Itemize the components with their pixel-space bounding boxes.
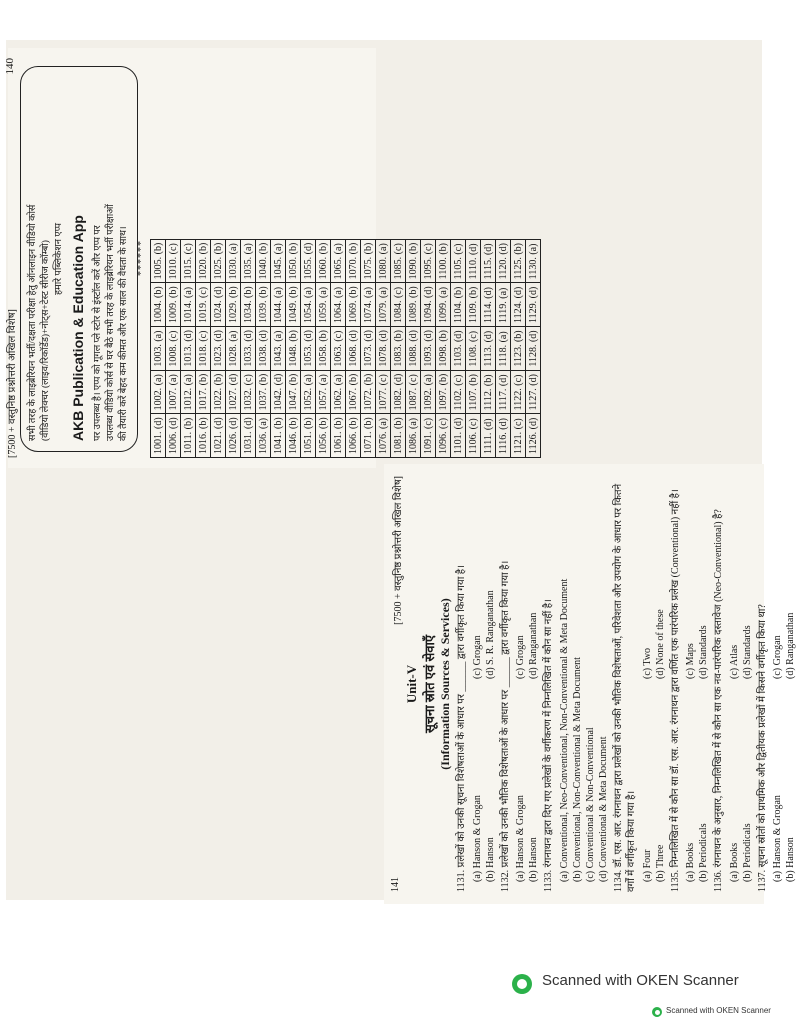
- answer-cell: 1085. (c): [391, 239, 406, 283]
- answer-cell: 1007. (a): [166, 370, 181, 414]
- question-option: (d) None of these: [654, 609, 666, 679]
- answer-cell: 1050. (b): [286, 239, 301, 283]
- question-option: (b) Hanson: [528, 837, 539, 882]
- question-item: [669, 476, 711, 892]
- answer-row: [286, 239, 301, 457]
- answer-cell: 1011. (b): [181, 414, 196, 458]
- right-page-number: 141: [390, 877, 401, 892]
- answer-cell: 1098. (b): [436, 326, 451, 370]
- answer-cell: 1034. (b): [241, 283, 256, 327]
- answer-cell: 1062. (a): [331, 370, 346, 414]
- answer-cell: 1083. (b): [391, 326, 406, 370]
- answer-row: [421, 239, 436, 457]
- ad-box-wrap: [20, 66, 138, 452]
- answer-cell: 1087. (c): [406, 370, 421, 414]
- answer-cell: 1086. (a): [406, 414, 421, 458]
- answer-cell: 1114. (d): [481, 283, 496, 327]
- answer-cell: 1074. (a): [361, 283, 376, 327]
- question-options: [641, 476, 667, 892]
- answer-cell: 1025. (b): [211, 239, 226, 283]
- answer-cell: 1073. (d): [361, 326, 376, 370]
- answer-cell: 1123. (b): [511, 326, 526, 370]
- answer-cell: 1105. (c): [451, 239, 466, 283]
- answer-cell: 1106. (c): [466, 414, 481, 458]
- answer-cell: 1046. (b): [286, 414, 301, 458]
- question-list: [455, 476, 797, 892]
- answer-cell: 1117. (d): [496, 370, 511, 414]
- answer-cell: 1102. (c): [451, 370, 466, 414]
- answer-cell: 1101. (d): [451, 414, 466, 458]
- question-option: (a) Four: [641, 849, 653, 882]
- question-option: (b) Conventional, Non-Conventional & Meta Document: [571, 657, 583, 882]
- answer-cell: 1076. (a): [376, 414, 391, 458]
- question-item: [455, 476, 497, 892]
- answer-cell: 1033. (d): [241, 326, 256, 370]
- answer-row: [241, 239, 256, 457]
- answer-cell: 1021. (d): [211, 414, 226, 458]
- answer-cell: 1125. (b): [511, 239, 526, 283]
- question-item: [712, 476, 754, 892]
- answer-cell: 1071. (b): [361, 414, 376, 458]
- answer-row: [406, 239, 421, 457]
- question-option: (d) Conventional & Meta Document: [597, 736, 609, 882]
- answer-cell: 1015. (c): [181, 239, 196, 283]
- answer-cell: 1129. (d): [526, 283, 541, 327]
- answer-cell: 1108. (c): [466, 326, 481, 370]
- answer-cell: 1122. (c): [511, 370, 526, 414]
- question-options: [558, 476, 610, 892]
- answer-cell: 1093. (d): [421, 326, 436, 370]
- answer-row: [496, 239, 511, 457]
- answer-row: [151, 239, 166, 457]
- ad-line-1: सभी तरह के लाइब्रेरियन भर्ती/दक्षता परीक्षा हेतु ऑनलाइन वीडियो कोर्स: [28, 204, 38, 441]
- answer-cell: 1072. (b): [361, 370, 376, 414]
- ad-line-4: पर उपलब्ध है। एप्प को गूगल प्ले स्टोर से इंस्टॉल करें और एप्प पर: [93, 225, 104, 441]
- answer-cell: 1128. (d): [526, 326, 541, 370]
- question-option: (b) Hanson: [484, 837, 496, 882]
- question-item: [612, 476, 667, 892]
- unit-heading: Unit-V: [404, 664, 419, 704]
- answer-cell: 1016. (b): [196, 414, 211, 458]
- scanner-logo-icon: [512, 974, 532, 994]
- question-option: (c) Grogan: [471, 635, 483, 679]
- unit-title: सूचना स्रोत एवं सेवाएँ: [422, 634, 437, 734]
- answer-row: [331, 239, 346, 457]
- answer-key: [150, 239, 541, 458]
- answer-cell: 1045. (a): [271, 239, 286, 283]
- answer-cell: 1006. (d): [166, 414, 181, 458]
- answer-cell: 1020. (b): [196, 239, 211, 283]
- answer-cell: 1070. (b): [346, 239, 361, 283]
- answer-cell: 1048. (b): [286, 326, 301, 370]
- answer-cell: 1082. (d): [391, 370, 406, 414]
- answer-cell: 1112. (b): [481, 370, 496, 414]
- answer-cell: 1018. (c): [196, 326, 211, 370]
- answer-cell: 1107. (b): [466, 370, 481, 414]
- answer-cell: 1037. (b): [256, 370, 271, 414]
- left-page-footer: [7500 + वस्तुनिष्ठ प्रश्नोत्तरी अखिल विशेष]: [7, 309, 18, 458]
- answer-cell: 1027. (d): [226, 370, 241, 414]
- answer-cell: 1001. (d): [151, 414, 166, 458]
- left-page-content: [0, 48, 539, 468]
- answer-cell: 1026. (d): [226, 414, 241, 458]
- answer-cell: 1120. (d): [496, 239, 511, 283]
- answer-cell: 1089. (b): [406, 283, 421, 327]
- answer-cell: 1044. (a): [271, 283, 286, 327]
- answer-cell: 1077. (c): [376, 370, 391, 414]
- question-option: (c) Maps: [685, 643, 696, 679]
- answer-cell: 1092. (a): [421, 370, 436, 414]
- question-text: 1133. रंगनाथन द्वारा दिए गए प्रलेखों के वर्गीकरण में निम्नलिखित में कौन सा नहीं है।: [543, 599, 554, 892]
- answer-row: [271, 239, 286, 457]
- answer-cell: 1104. (b): [451, 283, 466, 327]
- answer-cell: 1042. (d): [271, 370, 286, 414]
- question-option: (d) Standards: [741, 625, 753, 679]
- answer-cell: 1031. (d): [241, 414, 256, 458]
- answer-cell: 1066. (b): [346, 414, 361, 458]
- question-option: (b) Three: [654, 844, 666, 882]
- answer-cell: 1028. (a): [226, 326, 241, 370]
- answer-row: [376, 239, 391, 457]
- answer-cell: 1040. (b): [256, 239, 271, 283]
- question-options: [728, 476, 754, 892]
- question-text: 1134. डॉ. एस. आर. रंगनाथन द्वारा प्रलेखों को उनकी भौतिक विशेषताओं, परिवेशता और उपयोग के आधार पर कितने वर्गों में वर्गीकृत किया गया है।: [612, 483, 637, 892]
- question-text: 1136. रंगनाथन के अनुसार, निम्नलिखित में से कौन सा एक नव-पारंपरिक दस्तावेज (Neo-Conventional) है?: [713, 509, 724, 892]
- answer-cell: 1024. (d): [211, 283, 226, 327]
- answer-cell: 1115. (d): [481, 239, 496, 283]
- answer-cell: 1118. (a): [496, 326, 511, 370]
- answer-cell: 1121. (c): [511, 414, 526, 458]
- scanner-small-label: Scanned with OKEN Scanner: [666, 1006, 771, 1015]
- ad-brand: AKB Publication & Education App: [70, 215, 87, 441]
- question-option: (a) Books: [728, 842, 740, 882]
- ad-line-2: (वीडियो लेक्चर (लाइव/रिकॉर्डेड)+नोट्स+टेस्ट सीरीज कॉम्बो): [40, 240, 51, 441]
- answer-cell: 1099. (a): [436, 283, 451, 327]
- answer-cell: 1043. (a): [271, 326, 286, 370]
- question-option: (a) Hanson & Grogan: [515, 795, 526, 882]
- answer-row: [256, 239, 271, 457]
- answer-cell: 1051. (b): [301, 414, 316, 458]
- answer-row: [361, 239, 376, 457]
- answer-cell: 1088. (d): [406, 326, 421, 370]
- scanner-label: Scanned with OKEN Scanner: [542, 972, 739, 989]
- answer-row: [166, 239, 181, 457]
- question-option: (c) Grogan: [772, 635, 783, 679]
- question-options: [471, 476, 497, 892]
- question-option: (b) Periodicals: [741, 823, 753, 882]
- answer-cell: 1065. (a): [331, 239, 346, 283]
- answer-cell: 1119. (a): [496, 283, 511, 327]
- answer-cell: 1081. (b): [391, 414, 406, 458]
- answer-cell: 1056. (b): [316, 414, 331, 458]
- question-item: [499, 476, 541, 892]
- answer-cell: 1091. (c): [421, 414, 436, 458]
- answer-cell: 1113. (d): [481, 326, 496, 370]
- answer-cell: 1012. (a): [181, 370, 196, 414]
- answer-cell: 1084. (c): [391, 283, 406, 327]
- answer-row: [181, 239, 196, 457]
- answer-row: [316, 239, 331, 457]
- answer-cell: 1060. (b): [316, 239, 331, 283]
- answer-cell: 1058. (b): [316, 326, 331, 370]
- question-text: 1131. प्रलेखों को उनकी सूचना विशेषताओं के आधार पर ______ द्वारा वर्गीकृत किया गया है।: [456, 565, 467, 892]
- answer-cell: 1054. (a): [301, 283, 316, 327]
- question-option: (d) Ranganathan: [528, 612, 539, 679]
- answer-cell: 1035. (a): [241, 239, 256, 283]
- question-option: (d) Standards: [698, 625, 709, 679]
- question-options: [771, 476, 797, 892]
- answer-cell: 1029. (b): [226, 283, 241, 327]
- answer-cell: 1013. (d): [181, 326, 196, 370]
- right-page-content: [384, 464, 796, 904]
- question-option: (a) Conventional, Neo-Conventional, Non-Conventional & Meta Document: [558, 578, 570, 882]
- answer-cell: 1090. (b): [406, 239, 421, 283]
- answer-cell: 1039. (b): [256, 283, 271, 327]
- answer-cell: 1110. (d): [466, 239, 481, 283]
- ad-line-3: हमारे पब्लिकेशन एप्प: [53, 222, 64, 296]
- answer-cell: 1059. (a): [316, 283, 331, 327]
- answer-cell: 1096. (c): [436, 414, 451, 458]
- section-end-stars: ******: [136, 240, 147, 276]
- answer-cell: 1038. (d): [256, 326, 271, 370]
- answer-cell: 1008. (c): [166, 326, 181, 370]
- answer-cell: 1036. (a): [256, 414, 271, 458]
- answer-cell: 1127. (d): [526, 370, 541, 414]
- answer-row: [226, 239, 241, 457]
- answer-cell: 1069. (b): [346, 283, 361, 327]
- answer-cell: 1068. (d): [346, 326, 361, 370]
- question-text: 1135. निम्नलिखित में से कौन सा डॉ. एस. आर. रंगनाथन द्वारा वर्णित एक पारंपरिक प्रलेख (Conventional) नहीं है।: [669, 489, 681, 892]
- answer-cell: 1030. (a): [226, 239, 241, 283]
- answer-cell: 1100. (b): [436, 239, 451, 283]
- answer-cell: 1094. (d): [421, 283, 436, 327]
- answer-cell: 1014. (a): [181, 283, 196, 327]
- question-option: (d) Ranganathan: [785, 612, 796, 679]
- question-options: [514, 476, 540, 892]
- answer-cell: 1003. (a): [151, 326, 166, 370]
- left-page-header: [4, 58, 18, 458]
- question-option: (c) Two: [641, 647, 653, 679]
- ad-line-5: उपलब्ध वीडियो कोर्स से घर बैठे सभी तरह के लाइब्रेरियन भर्ती परीक्षाओं: [106, 204, 117, 441]
- answer-cell: 1004. (b): [151, 283, 166, 327]
- answer-cell: 1103. (d): [451, 326, 466, 370]
- question-option: (b) Hanson: [785, 837, 796, 882]
- answer-cell: 1080. (a): [376, 239, 391, 283]
- answer-cell: 1041. (b): [271, 414, 286, 458]
- answer-row: [346, 239, 361, 457]
- question-option: (c) Atlas: [728, 644, 740, 679]
- question-item: [542, 476, 610, 892]
- question-text: 1132. प्रलेखों को उनकी भौतिक विशेषताओं के आधार पर ______ द्वारा वर्गीकृत किया गया है।: [499, 560, 511, 892]
- ad-box: [20, 66, 138, 452]
- answer-cell: 1017. (b): [196, 370, 211, 414]
- left-page-number: 140: [4, 58, 16, 75]
- question-option: (b) Periodicals: [698, 823, 709, 882]
- answer-cell: 1130. (a): [526, 239, 541, 283]
- answer-row: [511, 239, 526, 457]
- answer-table: [150, 239, 541, 458]
- answer-cell: 1032. (c): [241, 370, 256, 414]
- answer-row: [481, 239, 496, 457]
- answer-cell: 1078. (d): [376, 326, 391, 370]
- answer-row: [391, 239, 406, 457]
- answer-cell: 1124. (d): [511, 283, 526, 327]
- answer-row: [301, 239, 316, 457]
- question-option: (a) Books: [685, 842, 696, 882]
- answer-cell: 1019. (c): [196, 283, 211, 327]
- answer-cell: 1067. (b): [346, 370, 361, 414]
- answer-cell: 1111. (d): [481, 414, 496, 458]
- answer-cell: 1010. (c): [166, 239, 181, 283]
- right-page-top: [390, 476, 404, 892]
- answer-row: [196, 239, 211, 457]
- answer-row: [526, 239, 541, 457]
- answer-cell: 1052. (a): [301, 370, 316, 414]
- answer-cell: 1005. (b): [151, 239, 166, 283]
- answer-cell: 1022. (b): [211, 370, 226, 414]
- answer-cell: 1126. (d): [526, 414, 541, 458]
- answer-cell: 1047. (b): [286, 370, 301, 414]
- question-item: [756, 476, 797, 892]
- answer-cell: 1023. (d): [211, 326, 226, 370]
- answer-cell: 1095. (c): [421, 239, 436, 283]
- answer-row: [451, 239, 466, 457]
- answer-cell: 1116. (d): [496, 414, 511, 458]
- answer-cell: 1061. (b): [331, 414, 346, 458]
- answer-cell: 1109. (b): [466, 283, 481, 327]
- answer-row: [211, 239, 226, 457]
- answer-cell: 1097. (b): [436, 370, 451, 414]
- answer-cell: 1009. (b): [166, 283, 181, 327]
- right-page-footer: [7500 + वस्तुनिष्ठ प्रश्नोत्तरी अखिल विशेष]: [393, 476, 404, 625]
- question-option: (a) Hanson & Grogan: [772, 795, 783, 882]
- answer-row: [436, 239, 451, 457]
- answer-cell: 1053. (d): [301, 326, 316, 370]
- question-option: (c) Grogan: [515, 635, 526, 679]
- question-option: (d) S. R. Ranganathan: [484, 590, 496, 679]
- question-options: [684, 476, 710, 892]
- answer-cell: 1079. (a): [376, 283, 391, 327]
- unit-subtitle: (Information Sources & Services): [438, 598, 452, 770]
- question-option: (a) Hanson & Grogan: [471, 795, 483, 882]
- answer-cell: 1055. (d): [301, 239, 316, 283]
- question-text: 1137. सूचना स्रोतों को प्राथमिक और द्वितीयक प्रलेखों में किसने वर्गीकृत किया था?: [756, 604, 768, 892]
- answer-cell: 1064. (a): [331, 283, 346, 327]
- scanner-small-logo-icon: [652, 1007, 662, 1017]
- ad-line-6: की तैयारी करें बेहद कम कीमत और एक साल की वैधता के साथ।: [118, 226, 129, 441]
- answer-cell: 1075. (b): [361, 239, 376, 283]
- answer-cell: 1063. (c): [331, 326, 346, 370]
- answer-cell: 1049. (b): [286, 283, 301, 327]
- answer-row: [466, 239, 481, 457]
- question-option: (c) Conventional & Non-Conventional: [584, 727, 596, 882]
- answer-cell: 1057. (a): [316, 370, 331, 414]
- answer-cell: 1002. (a): [151, 370, 166, 414]
